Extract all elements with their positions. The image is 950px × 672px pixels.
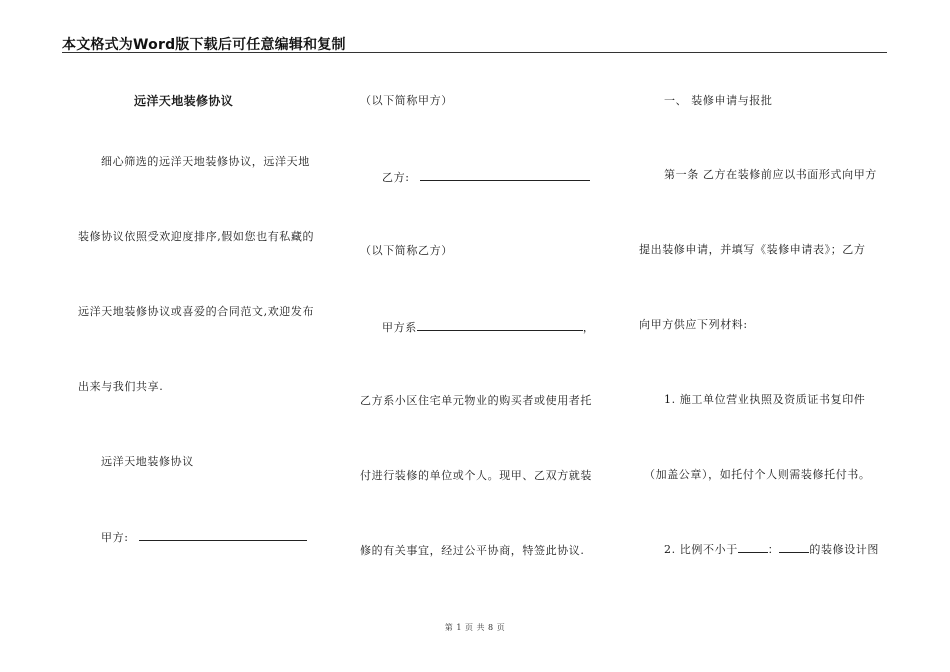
party-a-is-suffix: ，	[582, 321, 595, 334]
party-b-line	[382, 170, 590, 185]
left-paragraph-line-3: 远洋天地装修协议或喜爱的合同范文,欢迎发布	[78, 305, 315, 318]
party-a-label: 甲方:	[101, 531, 129, 544]
party-a-abbrev: （以下简称甲方）	[360, 94, 453, 107]
right-paragraph-line-3: 向甲方供应下列材料:	[639, 318, 748, 331]
party-a-line	[101, 530, 307, 545]
party-a-is-line	[382, 320, 594, 335]
right-paragraph-line-2: 提出装修申请，并填写《装修申请表》；乙方	[639, 243, 866, 256]
middle-paragraph-line-3: 修的有关事宜，经过公平协商，特签此协议.	[360, 544, 585, 557]
party-a-is-label: 甲方系	[382, 321, 417, 334]
party-b-label: 乙方:	[382, 171, 410, 184]
ratio-blank-2	[779, 542, 809, 553]
left-paragraph-line-1: 细心筛选的远洋天地装修协议，远洋天地	[101, 155, 310, 168]
party-b-abbrev: （以下简称乙方）	[360, 244, 453, 257]
list-item-1: 1. 施工单位营业执照及资质证书复印件	[664, 393, 866, 406]
left-paragraph-line-4: 出来与我们共享.	[78, 380, 164, 393]
middle-paragraph-line-1: 乙方系小区住宅单元物业的购买者或使用者托	[360, 394, 592, 407]
middle-paragraph-line-2: 付进行装修的单位或个人。现甲、乙双方就装	[360, 469, 592, 482]
party-b-blank	[420, 170, 590, 181]
right-paragraph-line-1: 第一条 乙方在装修前应以书面形式向甲方	[664, 168, 877, 181]
header-divider	[62, 52, 887, 53]
list-item-2	[664, 542, 879, 557]
party-a-is-blank	[417, 320, 583, 331]
ratio-blank-1	[738, 542, 768, 553]
section-heading: 一、 装修申请与报批	[664, 94, 773, 107]
ratio-prefix: 2. 比例不小于	[664, 543, 738, 556]
document-title: 远洋天地装修协议	[134, 94, 234, 108]
ratio-suffix: 的装修设计图	[809, 543, 880, 556]
list-item-1-continued: （加盖公章），如托付个人则需装修托付书。	[644, 468, 871, 481]
page-number: 第 1 页 共 8 页	[444, 623, 506, 632]
document-header: 本文格式为Word版下载后可任意编辑和复制	[62, 37, 346, 53]
party-a-blank	[139, 530, 307, 541]
ratio-colon: ：	[767, 543, 780, 556]
agreement-subtitle: 远洋天地装修协议	[101, 455, 194, 468]
left-paragraph-line-2: 装修协议依照受欢迎度排序,假如您也有私藏的	[78, 230, 315, 243]
